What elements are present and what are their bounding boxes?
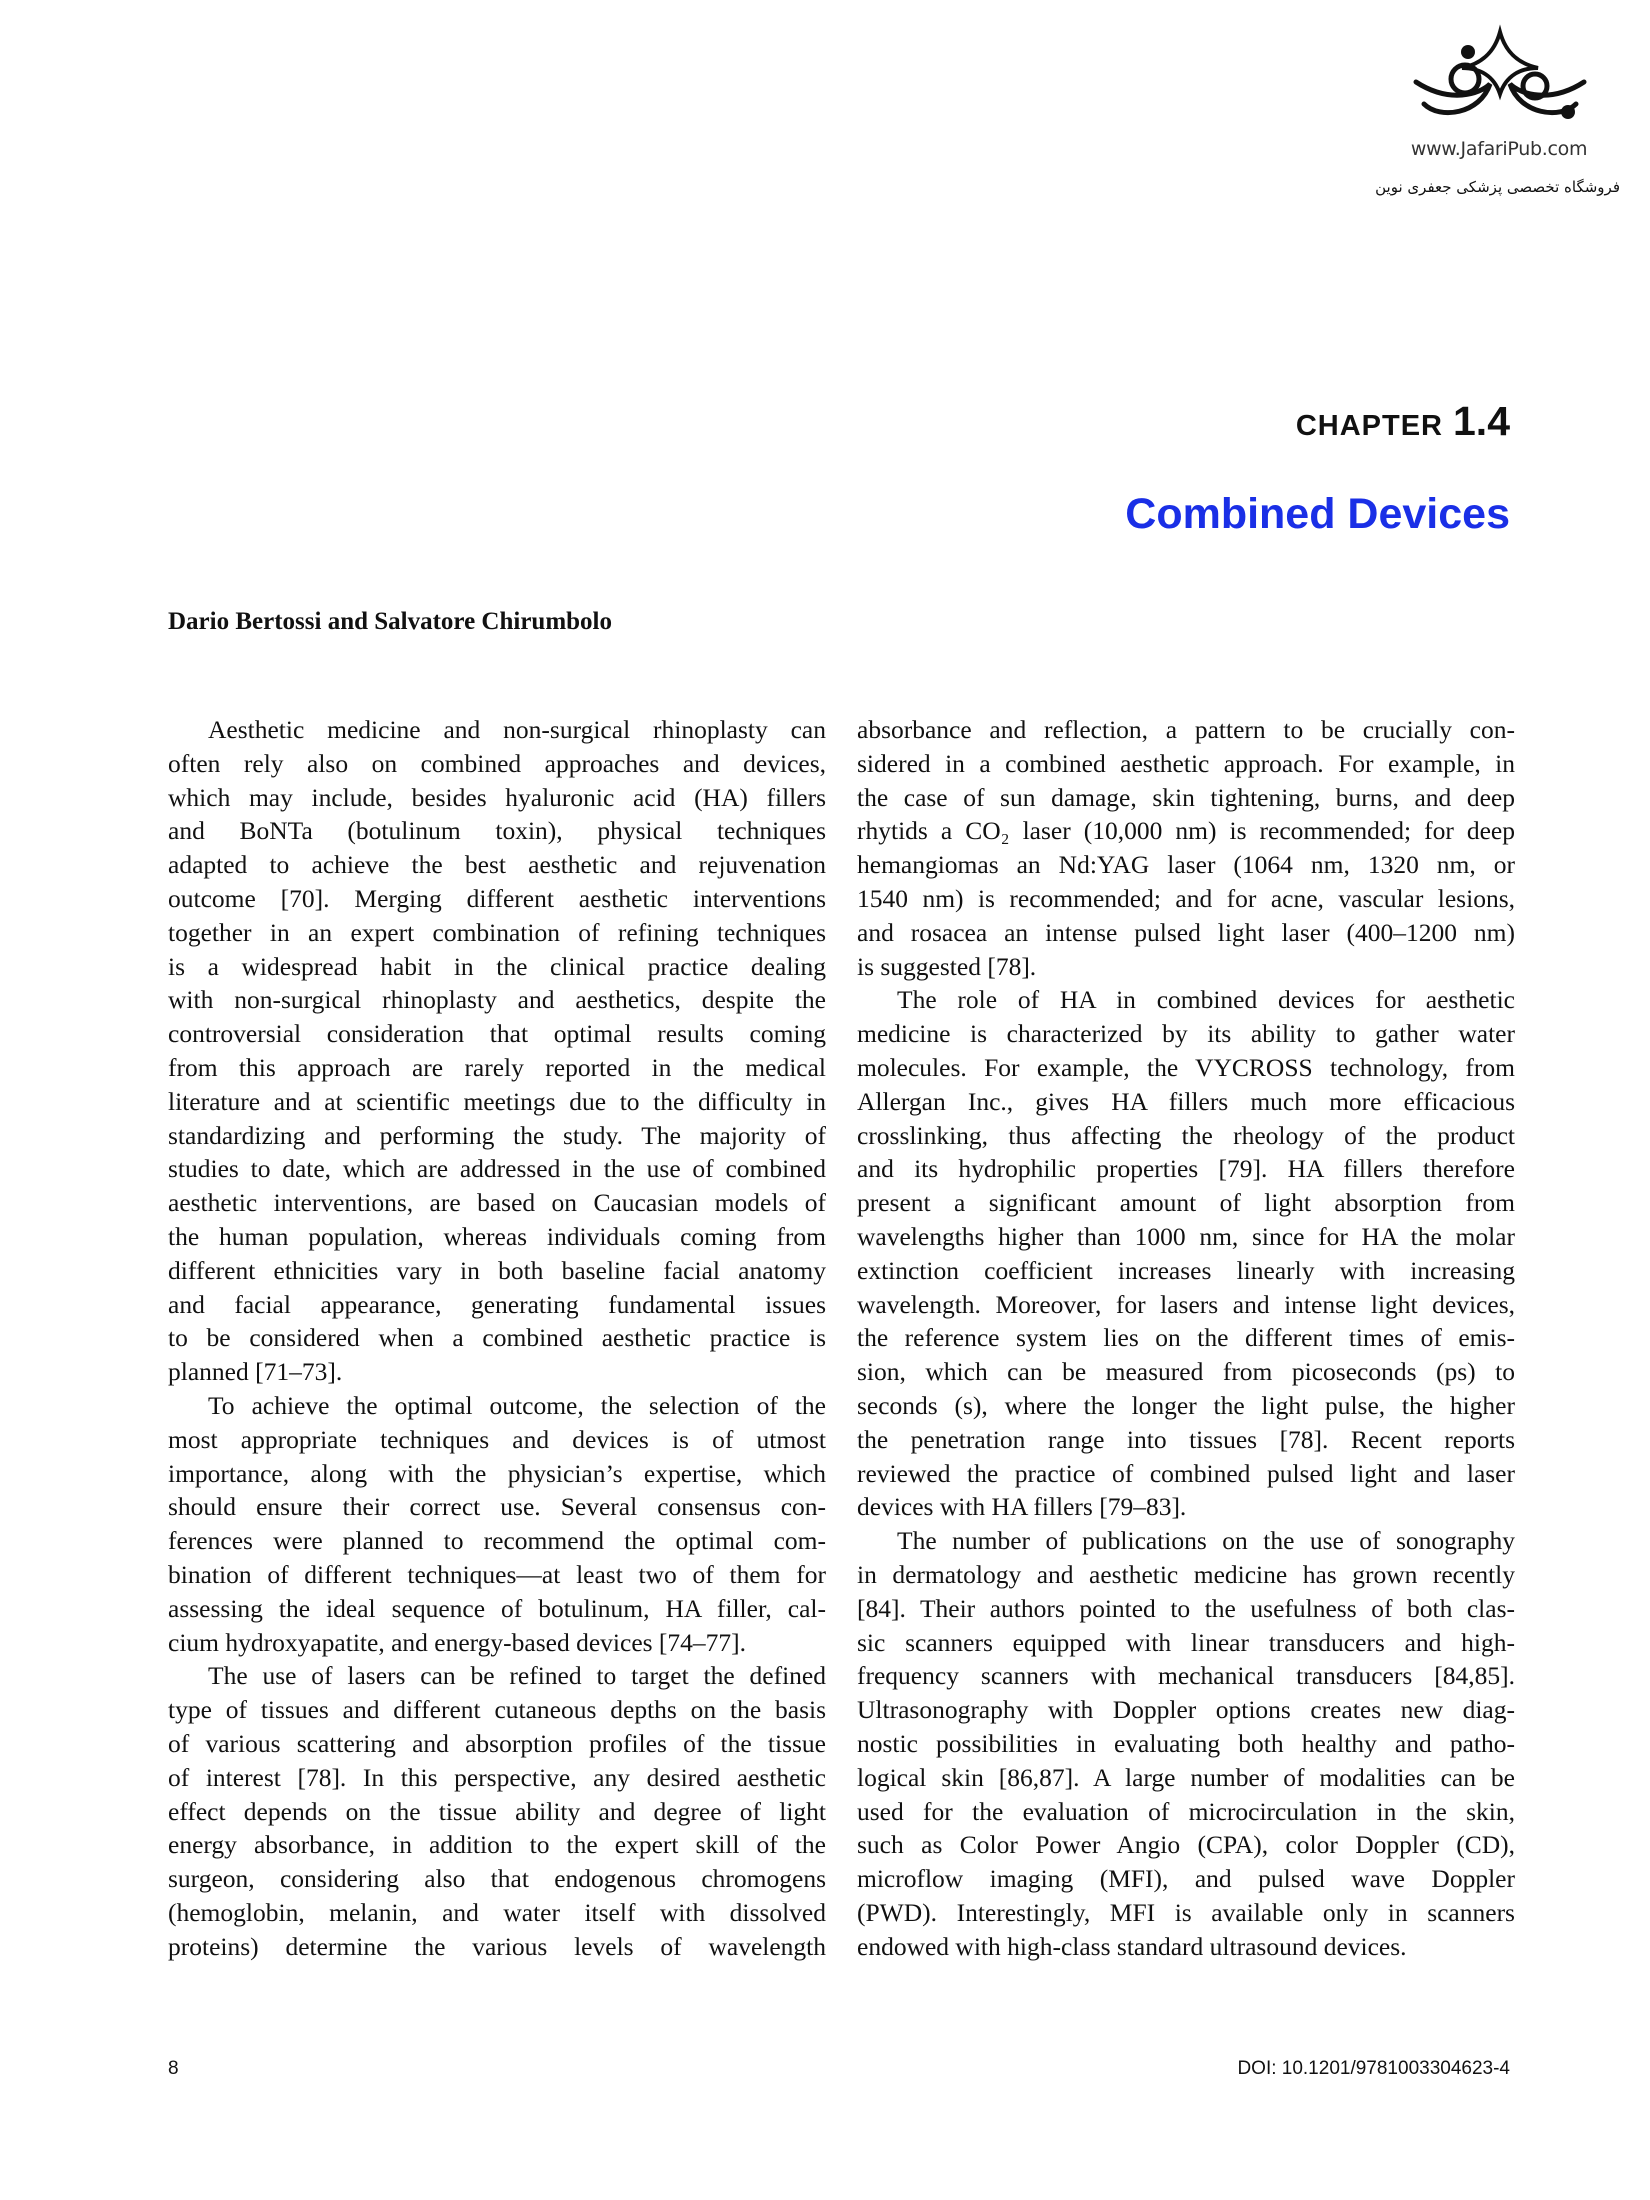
text-line: seconds (s), where the longer the light pulse, the higher — [857, 1390, 1515, 1420]
text-line: endowed with high-class standard ultrasound devices. — [857, 1931, 1407, 1961]
text-line: which may include, besides hyaluronic acid (HA) fillers — [168, 782, 826, 812]
calligraphy-logo-icon — [1410, 24, 1590, 134]
text-line: and rosacea an intense pulsed light laser (400–1200 nm) — [857, 917, 1515, 947]
text-line: nostic possibilities in evaluating both healthy and patho- — [857, 1728, 1515, 1758]
text-line: reviewed the practice of combined pulsed light and laser — [857, 1458, 1515, 1488]
chapter-heading — [1296, 398, 1510, 445]
text-line: type of tissues and different cutaneous depths on the basis — [168, 1695, 826, 1725]
text-line: controversial consideration that optimal results coming — [168, 1019, 826, 1049]
text-line: bination of different techniques—at least two of them for — [168, 1559, 826, 1589]
text-line: Aesthetic medicine and non-surgical rhinoplasty can — [208, 715, 826, 744]
text-line: The number of publications on the use of sonography — [897, 1526, 1515, 1556]
text-line: is a widespread habit in the clinical practice dealing — [168, 951, 826, 981]
text-line: of various scattering and absorption profiles of the tissue — [168, 1728, 826, 1758]
text-line: 1540 nm) is recommended; and for acne, vascular lesions, — [857, 883, 1515, 913]
text-line: and its hydrophilic properties [79]. HA fillers therefore — [857, 1154, 1515, 1184]
text-line: assessing the ideal sequence of botulinum, HA filler, cal- — [168, 1593, 826, 1623]
chapter-label: CHAPTER — [1295, 410, 1443, 442]
text-line: studies to date, which are addressed in the use of combined — [168, 1154, 826, 1184]
right-column — [857, 713, 1515, 1963]
text-line: The use of lasers can be refined to target the defined — [208, 1661, 826, 1691]
publisher-watermark — [1375, 20, 1620, 196]
text-line: surgeon, considering also that endogenous chromogens — [168, 1864, 826, 1894]
text-line: should ensure their correct use. Several consensus con- — [168, 1492, 826, 1522]
text-line: literature and at scientific meetings due to the difficulty in — [168, 1086, 826, 1116]
text-line: effect depends on the tissue ability and degree of light — [168, 1796, 826, 1826]
text-line: different ethnicities vary in both baseline facial anatomy — [168, 1255, 826, 1285]
text-line: wavelengths higher than 1000 nm, since for HA the molar — [857, 1221, 1515, 1251]
text-line: molecules. For example, the VYCROSS technology, from — [857, 1052, 1515, 1082]
text-line: wavelength. Moreover, for lasers and intense light devices, — [857, 1289, 1515, 1319]
watermark-url: www.JafariPub.com — [1410, 138, 1588, 160]
left-column — [168, 713, 826, 1963]
text-line: the human population, whereas individuals coming from — [168, 1221, 826, 1251]
text-line: present a significant amount of light absorption from — [857, 1188, 1515, 1218]
text-line: (hemoglobin, melanin, and water itself with dissolved — [168, 1897, 826, 1927]
text-line: sion, which can be measured from picoseconds (ps) to — [857, 1357, 1515, 1387]
text-line: and facial appearance, generating fundamental issues — [168, 1289, 826, 1319]
text-line: the case of sun damage, skin tightening, burns, and deep — [857, 782, 1515, 812]
text-line: sic scanners equipped with linear transducers and high- — [857, 1627, 1515, 1657]
text-line: to be considered when a combined aesthetic practice is — [168, 1323, 826, 1353]
authors: Dario Bertossi and Salvatore Chirumbolo — [168, 608, 612, 635]
text-line: from this approach are rarely reported in the medical — [168, 1052, 826, 1082]
watermark-tagline: فروشگاه تخصصی پزشکی جعفری نوین — [1375, 178, 1620, 196]
text-line: of interest [78]. In this perspective, any desired aesthetic — [168, 1762, 826, 1792]
text-line: cium hydroxyapatite, and energy-based devices [74–77]. — [168, 1627, 747, 1657]
text-line: Allergan Inc., gives HA fillers much more efficacious — [857, 1086, 1515, 1116]
text-line: [84]. Their authors pointed to the usefulness of both clas- — [857, 1593, 1515, 1623]
text-line: extinction coefficient increases linearly with increasing — [857, 1255, 1515, 1285]
text-line: and BoNTa (botulinum toxin), physical techniques — [168, 816, 826, 846]
text-line: hemangiomas an Nd:YAG laser (1064 nm, 1320 nm, or — [857, 850, 1515, 880]
text-line: absorbance and reflection, a pattern to be crucially con- — [857, 715, 1515, 744]
text-line: (PWD). Interestingly, MFI is available only in scanners — [857, 1897, 1515, 1927]
text-line: outcome [70]. Merging different aesthetic interventions — [168, 883, 826, 913]
text-line: medicine is characterized by its ability to gather water — [857, 1019, 1515, 1049]
chapter-number: 1.4 — [1453, 398, 1510, 444]
text-line: used for the evaluation of microcirculation in the skin, — [857, 1796, 1515, 1826]
chapter-title: Combined Devices — [1125, 490, 1510, 538]
text-line: the penetration range into tissues [78]. Recent reports — [857, 1424, 1515, 1454]
text-line: The role of HA in combined devices for aesthetic — [897, 985, 1515, 1015]
text-line: often rely also on combined approaches and devices, — [168, 748, 826, 778]
text-line: devices with HA fillers [79–83]. — [857, 1492, 1187, 1522]
text-line: importance, along with the physician’s expertise, which — [168, 1458, 826, 1488]
text-line: in dermatology and aesthetic medicine has grown recently — [857, 1559, 1515, 1589]
text-line: proteins) determine the various levels of wavelength — [168, 1931, 826, 1961]
text-line: with non-surgical rhinoplasty and aesthetics, despite the — [168, 985, 826, 1015]
text-line: most appropriate techniques and devices is of utmost — [168, 1424, 826, 1454]
text-line: frequency scanners with mechanical transducers [84,85]. — [857, 1661, 1515, 1691]
text-line: energy absorbance, in addition to the expert skill of the — [168, 1830, 826, 1860]
text-line: the reference system lies on the different times of emis- — [857, 1323, 1515, 1353]
doi: DOI: 10.1201/9781003304623-4 — [1237, 2058, 1510, 2079]
text-line: together in an expert combination of refining techniques — [168, 917, 826, 947]
page-number: 8 — [168, 2058, 179, 2079]
text-line: is suggested [78]. — [857, 951, 1037, 981]
text-line: ferences were planned to recommend the optimal com- — [168, 1526, 826, 1556]
text-line: To achieve the optimal outcome, the selection of the — [208, 1390, 826, 1420]
text-line: standardizing and performing the study. The majority of — [168, 1120, 826, 1150]
text-line: logical skin [86,87]. A large number of modalities can be — [857, 1762, 1515, 1792]
text-line: adapted to achieve the best aesthetic and rejuvenation — [168, 850, 826, 880]
text-line: microflow imaging (MFI), and pulsed wave Doppler — [857, 1864, 1515, 1894]
text-line: aesthetic interventions, are based on Caucasian models of — [168, 1188, 826, 1218]
text-line: crosslinking, thus affecting the rheology of the product — [857, 1120, 1515, 1150]
text-line: rhytids a CO₂ laser (10,000 nm) is recommended; for deep — [857, 816, 1515, 846]
text-line: such as Color Power Angio (CPA), color Doppler (CD), — [857, 1830, 1515, 1860]
text-line: Ultrasonography with Doppler options creates new diag- — [857, 1695, 1515, 1725]
text-line: sidered in a combined aesthetic approach. For example, in — [857, 748, 1515, 778]
text-line: planned [71–73]. — [168, 1357, 343, 1387]
